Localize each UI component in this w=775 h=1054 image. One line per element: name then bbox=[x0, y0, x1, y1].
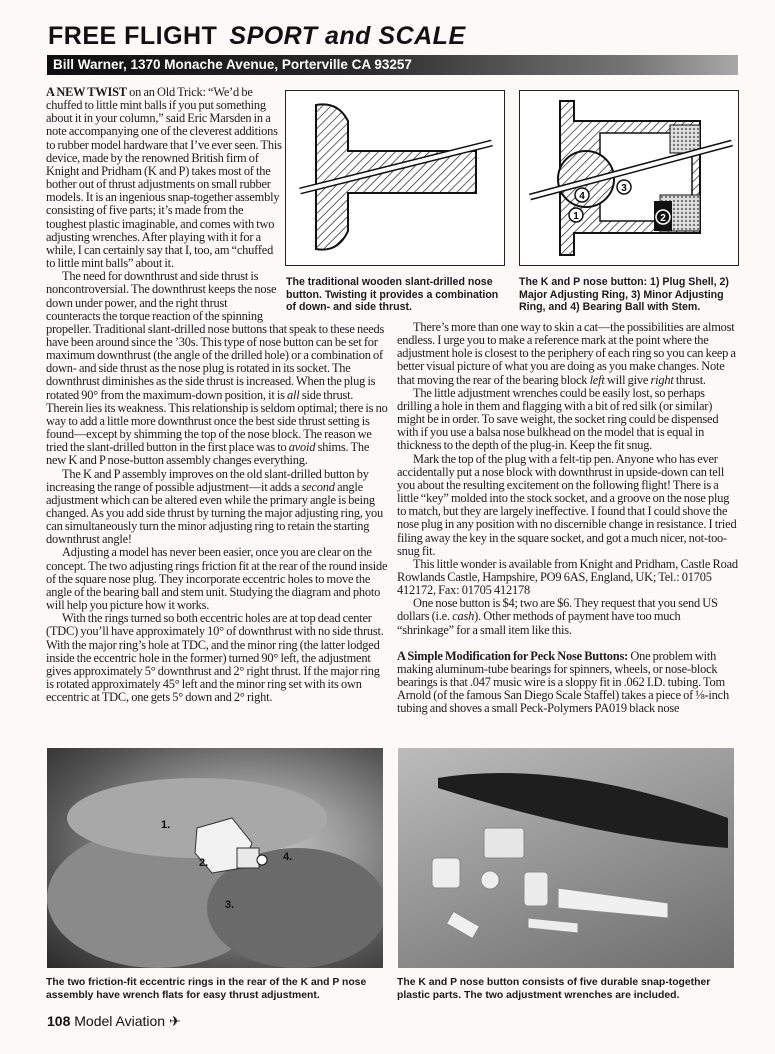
photo1-caption: The two friction-fit eccentric rings in the rear of the K and P nose assembly have wrench flats for easy thrust adjustment. bbox=[46, 977, 367, 1001]
diagram2-label-3 bbox=[617, 180, 631, 194]
title-sub: SPORT and SCALE bbox=[229, 22, 466, 50]
run-text: shims. The new K and P nose-button assembly changes everything. bbox=[46, 440, 370, 468]
run-emphasis: avoid bbox=[288, 440, 316, 455]
run-text: This little wonder is available from Knight and Pridham, Castle Road Rowlands Castle, Hampshire, PO9 6AS, England, UK; Tel.: 01705 412172, Fax: 01705 412178 bbox=[397, 556, 738, 598]
diagram2-label-2 bbox=[656, 210, 670, 224]
paragraph bbox=[397, 387, 739, 453]
paragraph bbox=[46, 612, 388, 704]
svg-text:1: 1 bbox=[573, 211, 579, 222]
diagram1-caption: The traditional wooden slant-drilled nose button. Twisting it provides a combination of down- and side thrust. bbox=[286, 276, 499, 313]
svg-text:3: 3 bbox=[621, 183, 627, 194]
run-text: With the rings turned so both eccentric holes are at top dead center (TDC) you’ll have approximately 10° of downthrust with no side thrust. With the major ring’s hole at TDC, and the minor ring (the latter lodged inside the eccentric hole in the former) turned 90° left, the adjustment gives approximately 5° downthrust and 2° right thrust. If the major ring is rotated approximately 45° left and the minor ring set with its own eccentric at TDC, one gets 5° down and 2° right. bbox=[46, 611, 384, 705]
paragraph bbox=[397, 453, 739, 558]
run-text: will give bbox=[604, 372, 651, 387]
run-text: side thrust. Therein lies its weakness. This relationship is seldom optimal; there is no way to add a little more downthrust once the best side thrust setting is found—except by shimming the top of the nose block. The reason we tried the slant-drilled button in the first place was to bbox=[46, 387, 388, 455]
paragraph bbox=[46, 468, 388, 547]
run-heading: A NEW TWIST bbox=[46, 85, 127, 99]
photo2-caption: The K and P nose button consists of five durable snap-together plastic parts. The two adjustment wrenches are included. bbox=[397, 977, 711, 1001]
photo-nose-button-parts bbox=[398, 748, 734, 968]
run-text: Mark the top of the plug with a felt-tip pen. Anyone who has ever accidentally put a nose block with downthrust in upside-down can tell you about the resulting excitement on the following flight! There is a little “key” molded into the stock socket, and a groove on the nose plug to match, but they are largely ineffective. I found that I could shove the nose plug in any position with no discernible change in resistance. I tried filing away the key in the square socket, and got a much nicer, not-too-snug fit. bbox=[397, 451, 737, 558]
run-text: Adjusting a model has never been easier, once you are clear on the concept. The two adjusting rings friction fit at the rear of the round inside of the square nose plug. They incorporate eccentric holes to move the angle of the bearing ball and stem unit. Studying the diagram and photo will help you picture how it works. bbox=[46, 545, 388, 613]
run-text: The little adjustment wrenches could be easily lost, so perhaps drilling a hole in them and flagging with a bit of red silk (or similar) might be in order. To save weight, the socket ring could be dispensed with if you use a balsa nose bulkhead on the model that is equal in thickness to the depth of the plug-in. Keep the fit snug. bbox=[397, 385, 719, 453]
run-emphasis: all bbox=[287, 387, 300, 402]
run-text: ). Other methods of payment have too much “shrinkage” for a small item like this. bbox=[397, 609, 681, 637]
run-emphasis: left bbox=[589, 372, 605, 387]
publication-name: Model Aviation bbox=[74, 1013, 166, 1029]
run-text: One nose button is $4; two are $6. They request that you send US dollars (i.e. bbox=[397, 596, 718, 624]
column-title bbox=[48, 22, 466, 51]
photo1-label-4: 4. bbox=[283, 851, 293, 863]
diagram2-label-4 bbox=[575, 188, 589, 202]
right-column bbox=[397, 321, 739, 716]
run-text: The need for downthrust and side thrust is noncontroversial. The downthrust keeps the nose down under power, and the right thrust counteracts the torque reaction of the spinning propeller. Traditional slant-drilled nose buttons that speak to these needs have been around since the ’30s. This type of nose button can be set for maximum downthrust (the angle of the drilled hole) or a combination of down- and side thrust as the nose plug is rotated in its socket. The downthrust diminishes as the side thrust is increased. When the plug is rotated 90° from the maximum-down position, it is bbox=[46, 269, 385, 402]
diagram2-caption: The K and P nose button: 1) Plug Shell, 2) Major Adjusting Ring, 3) Minor Adjusting Ring, and 4) Bearing Ball with Stem. bbox=[519, 276, 729, 313]
run-emphasis: cash bbox=[452, 609, 475, 624]
paragraph bbox=[46, 546, 388, 612]
author-byline: Bill Warner, 1370 Monache Avenue, Porterville CA 93257 bbox=[47, 55, 738, 75]
run-text: on an Old Trick: “We’d be chuffed to little mint balls if you put something about it in your column,” said Eric Marsden in a note accompanying one of the cleverest additions to rubber model hardware that I’ve ever seen. This device, made by the renowned British firm of Knight and Pridham (K and P) takes most of the bother out of thrust adjustments on small rubber models. It is an ingenious snap-together assembly consisting of five parts; it’s made from the toughest plastic imaginable, and comes with two adjusting wrenches. After playing with it for a while, I can certainly say that I, too, am “chuffed to little mint balls” about it. bbox=[46, 85, 282, 271]
run-text: thrust. bbox=[673, 372, 706, 387]
photo1-label-2: 2. bbox=[199, 857, 209, 869]
run-text: One problem with making aluminum-tube bearings for spinners, wheels, or nose-block bearings is that .047 music wire is a sloppy fit in .062 I.D. tubing. Tom Arnold (of the famous San Diego Scale Staffel) takes a piece of ⅛-inch tubing and shoves a small Peck-Polymers PA019 black nose bbox=[397, 648, 729, 716]
run-text: There’s more than one way to skin a cat—the possibilities are almost endless. I urge you to make a reference mark at the point where the adjustment hole is closest to the periphery of each ring so you can keep a better visual picture of what you are doing as you make changes. Note that moving the rear of the bearing block bbox=[397, 320, 736, 387]
title-main: FREE FLIGHT bbox=[48, 22, 218, 50]
paragraph bbox=[397, 558, 739, 597]
airplane-icon: ✈ bbox=[168, 1013, 181, 1029]
paragraph bbox=[397, 597, 739, 636]
diagram2-label-1 bbox=[569, 208, 583, 222]
page-number: 108 bbox=[47, 1013, 71, 1029]
diagram-slant-drilled-button bbox=[285, 90, 505, 266]
svg-text:2: 2 bbox=[660, 213, 666, 224]
run-text: angle adjustment which can be altered even while the primary angle is being changed. As you add side thrust by turning the major adjusting ring, you can simultaneously turn the minor adjusting ring to retain the starting downthrust angle! bbox=[46, 479, 383, 547]
diagram-kp-nose-button bbox=[519, 90, 739, 266]
run-emphasis: second bbox=[301, 479, 335, 494]
svg-text:4: 4 bbox=[579, 191, 585, 202]
photo1-label-1: 1. bbox=[161, 819, 171, 831]
photo-nose-button-in-hand bbox=[47, 748, 383, 968]
paragraph bbox=[397, 321, 739, 387]
page-footer bbox=[47, 1013, 181, 1030]
run-heading: A Simple Modification for Peck Nose Buttons: bbox=[397, 648, 629, 663]
run-text: The K and P assembly improves on the old slant-drilled button by increasing the range of possible adjustment—it adds a bbox=[46, 466, 369, 494]
run-emphasis: right bbox=[650, 372, 674, 387]
paragraph bbox=[397, 650, 739, 716]
photo1-label-3: 3. bbox=[225, 899, 235, 911]
